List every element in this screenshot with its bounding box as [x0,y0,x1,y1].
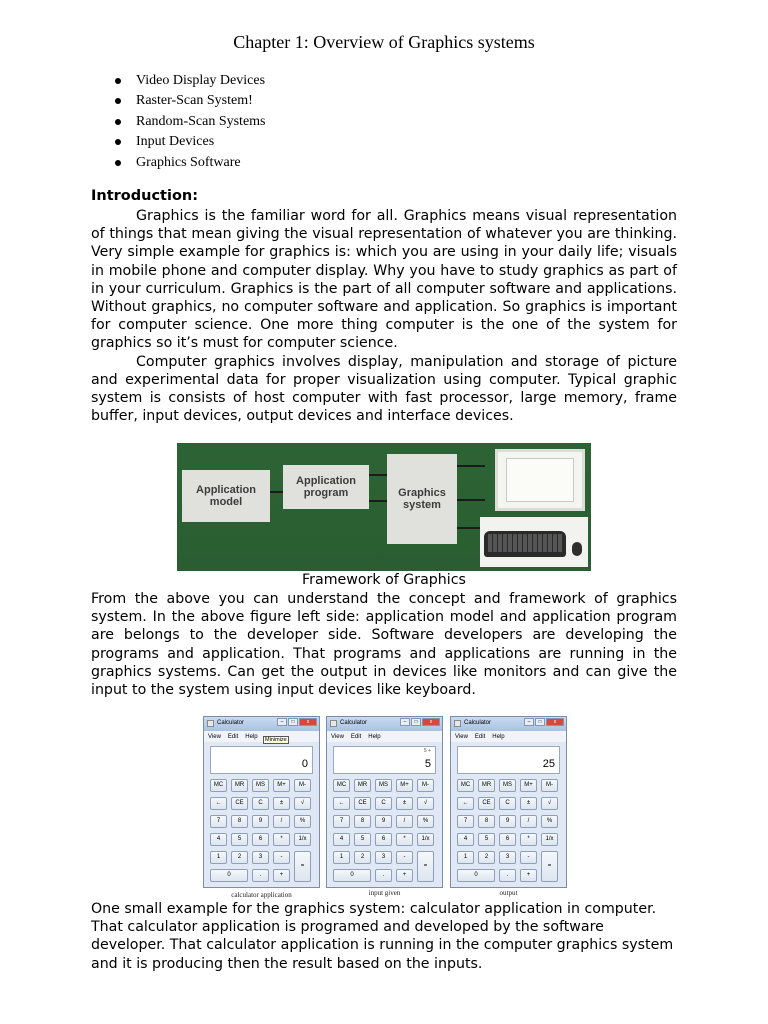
calc-key[interactable]: MS [499,779,516,792]
calc-key[interactable]: . [252,869,269,882]
menu-item[interactable]: View [455,733,468,740]
topic-list [112,71,266,173]
calc-key[interactable]: √ [541,797,558,810]
calc-key[interactable]: CE [231,797,248,810]
calc-key[interactable]: / [273,815,290,828]
intro-section [91,207,677,425]
list-item [112,91,266,111]
calc-key[interactable]: + [273,869,290,882]
menu-bar [327,731,442,742]
calc-key[interactable]: ± [273,797,290,810]
calc-key[interactable]: % [294,815,311,828]
calculator-icon [330,720,337,727]
calc-key[interactable]: 3 [375,851,392,864]
calc-key[interactable]: MS [252,779,269,792]
list-item [112,153,266,173]
menu-item[interactable]: Edit [474,733,486,740]
calc-key[interactable]: * [520,833,537,846]
bullet-icon [115,78,121,84]
calc-key[interactable]: 1 [457,851,474,864]
calc-key[interactable]: 9 [375,815,392,828]
calc-key[interactable]: 0 [333,869,371,882]
calc-key[interactable]: 1 [333,851,350,864]
arrow-line [270,491,283,493]
calculator-window[interactable] [326,716,443,888]
calc-key[interactable]: 5 [354,833,371,846]
window-controls [400,718,440,726]
calc-key[interactable]: MC [210,779,227,792]
calc-key[interactable]: - [520,851,537,864]
calc-key[interactable]: % [417,815,434,828]
framework-figure [177,443,591,571]
calc-section [91,900,677,973]
calc-key[interactable]: 6 [252,833,269,846]
calc-key[interactable]: = [294,851,311,882]
list-item-text: Graphics Software [136,154,241,170]
calc-key[interactable]: 7 [457,815,474,828]
framework-caption: Framework of Graphics [302,572,466,588]
list-item-text: Random-Scan Systems [136,113,266,129]
calc-key[interactable]: M+ [273,779,290,792]
window-title: Calculator [217,720,245,726]
calc-key[interactable]: M+ [520,779,537,792]
calc-key[interactable]: 2 [478,851,495,864]
calc-key[interactable]: 4 [210,833,227,846]
display-value: 5 [424,758,431,770]
calc-key[interactable]: - [273,851,290,864]
calc-key[interactable]: / [520,815,537,828]
calc-key[interactable]: + [520,869,537,882]
application-program-block [283,465,369,509]
calc-key[interactable]: 2 [231,851,248,864]
intro-paragraph-1: Graphics is the familiar word for all. Graphics means visual representation of things that mean giving the visual representation of whatever you are thinking. Very simple example for graphics is: which you are using in your daily life; visuals in mobile phone and computer display. Why you have to study graphics as part of in your curriculum. Graphics is the part of all computer software and applications. Without graphics, no computer software and application. So graphics is important for computer science. One more thing computer is the one of the system for graphics so it’s must for computer science. [91,208,677,352]
menu-item[interactable]: Help [245,733,258,740]
calc-key[interactable]: M- [541,779,558,792]
calc-key[interactable]: MR [478,779,495,792]
calc-key[interactable]: 8 [231,815,248,828]
calc-key[interactable]: 7 [210,815,227,828]
calc-key[interactable]: 3 [252,851,269,864]
intro-paragraph-2: Computer graphics involves display, manipulation and storage of picture and experimental data for proper visualization using computer. Typical graphic system is consists of host computer with fast processor, large memory, frame buffer, input devices, output devices and interface devices. [91,353,677,425]
calc-key[interactable]: / [396,815,413,828]
calc-key[interactable]: MR [354,779,371,792]
bullet-icon [115,139,121,145]
menu-item[interactable]: Edit [350,733,362,740]
calc-key[interactable]: 6 [375,833,392,846]
calc-key[interactable]: 4 [333,833,350,846]
arrow-line [369,500,387,502]
list-item [112,71,266,91]
menu-bar [451,731,566,742]
menu-item[interactable]: View [331,733,344,740]
list-item-text: Video Display Devices [136,73,266,88]
list-item [112,132,266,152]
list-item-text: Input Devices [136,134,215,150]
framework-section [91,590,677,699]
calc-key[interactable]: . [499,869,516,882]
list-item-text: Raster-Scan System! [136,93,253,109]
calc-key[interactable]: ← [333,797,350,810]
calc-key[interactable]: 5 [231,833,248,846]
arrow-line [457,499,485,501]
calc-key[interactable]: ← [210,797,227,810]
calc-key[interactable]: % [541,815,558,828]
calculator-window[interactable] [203,716,320,888]
calc-key[interactable]: CE [354,797,371,810]
minimize-button[interactable]: – [277,718,287,726]
menu-item[interactable]: Help [492,733,505,740]
framework-paragraph: From the above you can understand the concept and framework of graphics system. In the above figure left side: application model and application program are belongs to the developer side. Software developers are developing the programs and application. That programs and applications are running in the graphics systems. Can get the output in devices like monitors and can give the input to the system using input devices like keyboard. [91,591,677,699]
calculator-icon [454,720,461,727]
minimize-button[interactable]: – [524,718,534,726]
calc-key[interactable]: = [541,851,558,882]
calc-key[interactable]: 4 [457,833,474,846]
menu-item[interactable]: View [208,733,221,740]
calculator-window[interactable] [450,716,567,888]
display-value: 25 [542,758,555,770]
calc-key[interactable]: ± [396,797,413,810]
list-item [112,112,266,132]
calc-key[interactable]: C [375,797,392,810]
window-title: Calculator [340,720,368,726]
calc-key[interactable]: √ [417,797,434,810]
arrow-line [457,465,485,467]
title-bar[interactable] [451,717,566,731]
page-title: Chapter 1: Overview of Graphics systems [233,32,535,52]
menu-bar [204,731,319,742]
bullet-icon [115,98,121,104]
calc-key[interactable]: * [396,833,413,846]
calc-key[interactable]: √ [294,797,311,810]
calc-key[interactable]: 2 [354,851,371,864]
window-controls [524,718,564,726]
calc-key[interactable]: CE [478,797,495,810]
graphics-system-label: Graphics system [398,487,446,511]
calc-key[interactable]: ± [520,797,537,810]
window-title: Calculator [464,720,492,726]
calc-key[interactable]: 9 [499,815,516,828]
maximize-button[interactable]: □ [411,718,421,726]
calc-key[interactable]: . [375,869,392,882]
calc-key[interactable]: 1/x [417,833,434,846]
calc-caption-3: output [499,889,518,897]
calc-key[interactable]: C [252,797,269,810]
calc-key[interactable]: 1/x [294,833,311,846]
calc-key[interactable]: 9 [252,815,269,828]
calc-key[interactable]: 5 [478,833,495,846]
arrow-line [369,474,387,476]
calc-key[interactable]: 8 [478,815,495,828]
maximize-button[interactable]: □ [535,718,545,726]
menu-item[interactable]: Help [368,733,381,740]
application-model-label: Application model [196,484,256,508]
calc-key[interactable]: M- [294,779,311,792]
calc-key[interactable]: + [396,869,413,882]
application-model-block [182,470,270,522]
close-button[interactable]: x [299,718,317,726]
calculator-display [333,746,436,774]
calc-key[interactable]: MC [333,779,350,792]
calc-caption-2: input given [368,889,401,897]
application-program-label: Application program [296,475,356,499]
calc-caption-1: calculator application [231,891,292,899]
calc-key[interactable]: MC [457,779,474,792]
calculator-display [210,746,313,774]
minimize-tooltip: Minimize [265,737,287,743]
calc-key[interactable]: = [417,851,434,882]
title-bar[interactable] [204,717,319,731]
calc-key[interactable]: M- [417,779,434,792]
calc-key[interactable]: C [499,797,516,810]
bullet-icon [115,160,121,166]
intro-heading: Introduction: [91,188,199,204]
calculator-icon [207,720,214,727]
calc-paragraph: One small example for the graphics system: calculator application in computer. That calculator application is programed and developed by the software developer. That calculator application is running in the computer graphics system and it is producing then the result based on the inputs. [91,901,674,972]
memory-indicator: 5 + [423,748,431,754]
minimize-button[interactable]: – [400,718,410,726]
calc-key[interactable]: - [396,851,413,864]
maximize-button[interactable]: □ [288,718,298,726]
calc-key[interactable]: 0 [457,869,495,882]
display-value: 0 [301,758,308,770]
calc-key[interactable]: MS [375,779,392,792]
calc-key[interactable]: 1/x [541,833,558,846]
monitor-icon [495,449,585,511]
bullet-icon [115,119,121,125]
keyboard-icon [480,517,588,567]
calc-key[interactable]: 7 [333,815,350,828]
calc-key[interactable]: * [273,833,290,846]
calc-key[interactable]: M+ [396,779,413,792]
close-button[interactable]: x [546,718,564,726]
calc-key[interactable]: 8 [354,815,371,828]
window-controls [277,718,317,726]
menu-item[interactable]: Edit [227,733,239,740]
calc-key[interactable]: 6 [499,833,516,846]
calc-key[interactable]: 3 [499,851,516,864]
calc-key[interactable]: MR [231,779,248,792]
calc-key[interactable]: ← [457,797,474,810]
title-bar[interactable] [327,717,442,731]
calculator-display [457,746,560,774]
calc-key[interactable]: 0 [210,869,248,882]
calc-key[interactable]: 1 [210,851,227,864]
close-button[interactable]: x [422,718,440,726]
graphics-system-block [387,454,457,544]
